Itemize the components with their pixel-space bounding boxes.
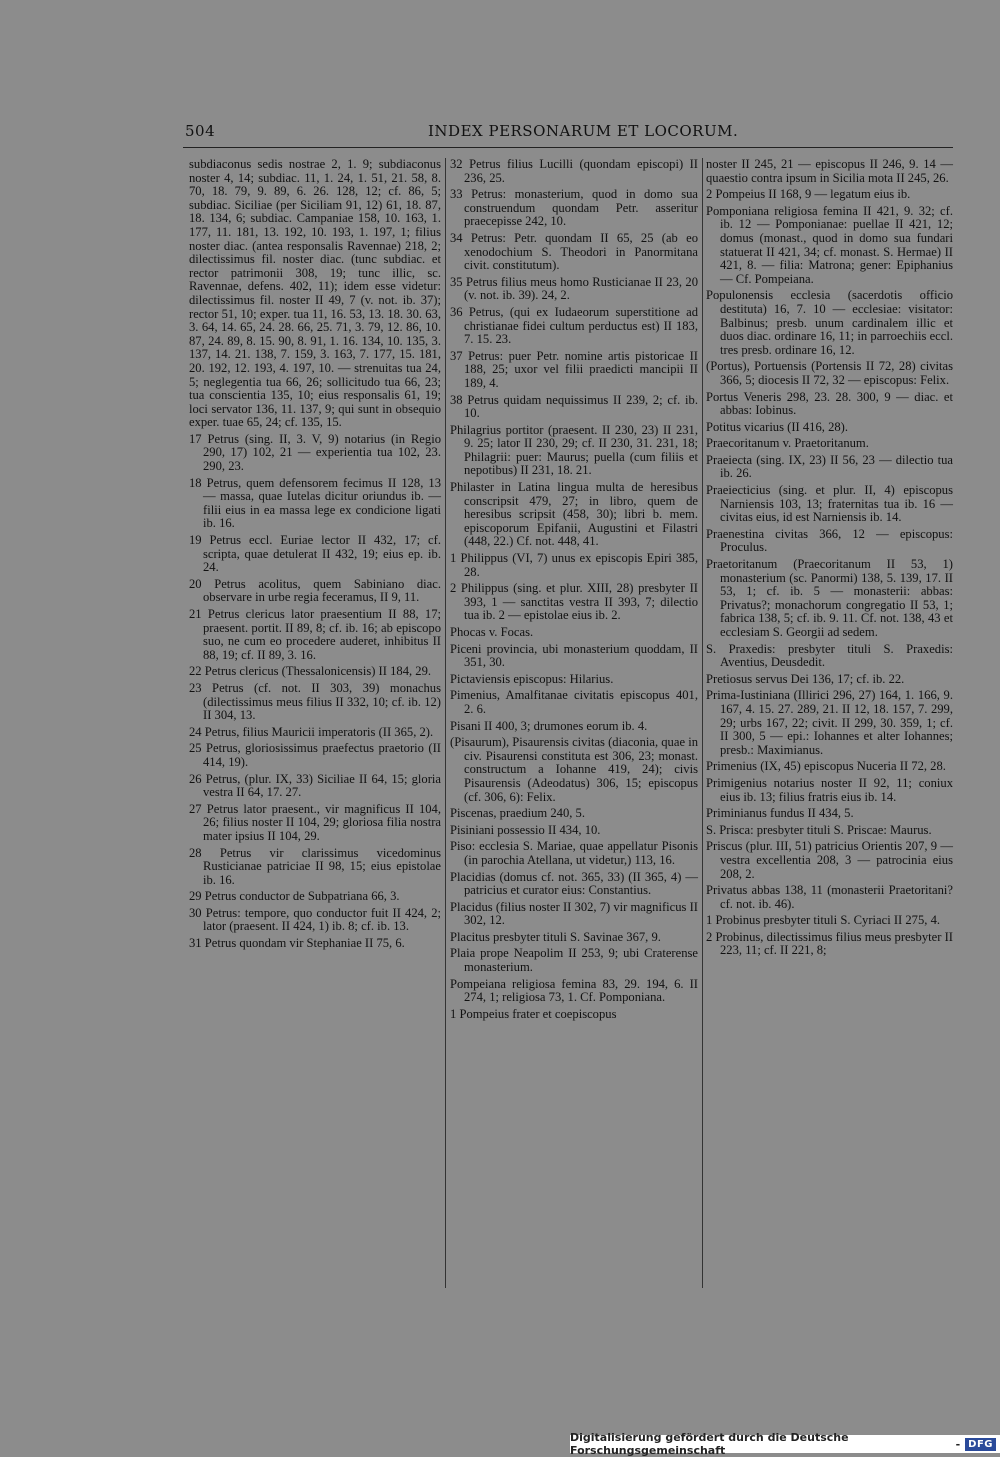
index-entry: 18 Petrus, quem defensorem fecimus II 128, 13 — massa, quae Iutelas dicitur oriundus ib. — filii eius in ea massa lege ex condicione ligati ib. 16. <box>189 475 441 531</box>
column-divider-1 <box>445 158 446 1288</box>
header-rule <box>183 147 953 148</box>
index-entry: 22 Petrus clericus (Thessalonicensis) II 184, 29. <box>189 664 432 679</box>
index-entry: Praenestina civitas 366, 12 — episcopus: Proculus. <box>706 526 953 555</box>
index-entry: Phocas v. Focas. <box>450 625 534 639</box>
index-entry: Portus Veneris 298, 23. 28. 300, 9 — diac. et abbas: Iobinus. <box>706 389 953 418</box>
index-entry: 2 Philippus (sing. et plur. XIII, 28) presbyter II 393, 1 — sanctitas vestra II 393, 7; dilectio tua ib. 2 — epistolae eius ib. 2. <box>450 581 698 623</box>
index-entry: Primenius (IX, 45) episcopus Nuceria II 72, 28. <box>706 759 946 774</box>
index-entry: Populonensis ecclesia (sacerdotis officio destituta) 16, 7. 10 — ecclesiae: visitator: Balbinus; presb. unum cardinalem illic et duos diac. ordinare 16, 11; in parroechiis eccl. tres presb. ordinare 16, 12. <box>706 288 953 357</box>
index-entry: S. Prisca: presbyter tituli S. Priscae: Maurus. <box>706 822 932 837</box>
page-number: 504 <box>185 122 216 140</box>
index-entry: 2 Pompeius II 168, 9 — legatum eius ib. <box>706 187 911 202</box>
index-entry: Piso: ecclesia S. Mariae, quae appellatur Pisonis (in parochia Atellana, ut videtur,) 113, 16. <box>450 839 698 867</box>
index-entry: 21 Petrus clericus lator praesentium II 88, 17; praesent. portit. II 89, 8; cf. ib. 16; ab episcopo suo, ne cum eo procedere auderet, inhibitus II 88, 19; cf. II 89, 3. 16. <box>189 607 441 662</box>
index-entry: 2 Probinus, dilectissimus filius meus presbyter II 223, 11; cf. II 221, 8; <box>706 929 953 958</box>
index-entry: 25 Petrus, gloriosissimus praefectus praetorio (II 414, 19). <box>189 741 441 769</box>
index-entry: Philagrius portitor (praesent. II 230, 23) II 231, 9. 25; lator II 230, 29; cf. II 230, 31. 231, 18; Philagrii: puer: Maurus; puella (cum filiis et nepotibus) II 231, 18. 21. <box>450 422 698 478</box>
index-entry: 33 Petrus: monasterium, quod in domo sua construendum quondam Petr. asseritur praecepisse 242, 10. <box>450 187 698 229</box>
index-entry: 20 Petrus acolitus, quem Sabiniano diac. observare in urbe regia feceramus, II 9, 11. <box>189 576 441 605</box>
index-entry: 1 Philippus (VI, 7) unus ex episcopis Epiri 385, 28. <box>450 551 698 579</box>
index-column-2 <box>450 158 698 1024</box>
index-entry: 37 Petrus: puer Petr. nomine artis pistoricae II 188, 25; uxor vel filii praedicti mancipii II 189, 4. <box>450 348 698 390</box>
index-entry: Potitus vicarius (II 416, 28). <box>706 419 849 434</box>
index-entry: Placidus (filius noster II 302, 7) vir magnificus II 302, 12. <box>450 899 698 928</box>
index-entry: Praecoritanum v. Praetoritanum. <box>706 436 869 451</box>
footer-text: Digitalisierung gefördert durch die Deutsche Forschungsgemeinschaft <box>570 1431 849 1457</box>
index-entry: 1 Probinus presbyter tituli S. Cyriaci II 275, 4. <box>706 913 941 928</box>
index-entry: Pompeiana religiosa femina 83, 29. 194, 6. II 274, 1; religiosa 73, 1. Cf. Pomponiana. <box>450 976 698 1005</box>
index-entry: Pomponiana religiosa femina II 421, 9. 32; cf. ib. 12 — Pomponianae: puellae II 421, 12; domus (monast., quod in domo sua fundari statuerat II 421, 34; cf. monast. S. Hermae) II 421, 8. — filia: Matrona; gener: Epiphanius — Cf. Pompeiana. <box>706 203 953 286</box>
index-entry: 29 Petrus conductor de Subpatriana 66, 3. <box>189 889 400 904</box>
index-entry: Pretiosus servus Dei 136, 17; cf. ib. 22. <box>706 671 905 686</box>
index-column-3 <box>706 158 953 961</box>
index-entry: 30 Petrus: tempore, quo conductor fuit II 424, 2; lator (praesent. II 424, 1) ib. 8; cf. ib. 13. <box>189 905 441 934</box>
index-entry: 38 Petrus quidam nequissimus II 239, 2; cf. ib. 10. <box>450 392 698 421</box>
index-entry: Pisiniani possessio II 434, 10. <box>450 822 601 837</box>
index-entry: subdiaconus sedis nostrae 2, 1. 9; subdiaconus noster 4, 14; subdiac. 11, 1. 24, 1. 51, 21. 58, 8. 70, 18. 79, 9. 89, 6. 26. 128, 12; cf. 86, 5; subdiac. Siciliae (per Siciliam 91, 12) 61, 18. 87, 18. 134, 6; subdiac. Campaniae 158, 10. 163, 1. 177, 11. 181, 13. 192, 10. 193, 1. 197, 1; filius noster diac. (antea responsalis Ravennae) 218, 2; dilectissimus fil. noster diac. (tunc subdiac. et rector patrimonii 308, 19; tunc illic, sc. Ravennae, defens. 402, 11); idem esse videtur: dilectissimus fil. noster II 49, 7 (v. not. ib. 37); rector 51, 10; exper. tua 11, 16. 53, 13. 18. 30. 63, 3. 64, 14. 65, 24. 28. 66, 25. 71, 3. 79, 12. 86, 10. 87, 24. 89, 8. 15. 90, 8. 91, 1. 16. 134, 10. 135, 3. 137, 14. 21. 138, 7. 159, 3. 163, 7. 177, 15. 181, 20. 192, 12. 193, 4. 197, 10. — strenuitas tua 24, 5; neglegentia tua 66, 26; sollicitudo tua 66, 23; tua conscientia 135, 10; eius responsalis 61, 19; loci servator 136, 11. 137, 9; qui sunt in obsequio exper. tuae 65, 24; cf. 135, 15. <box>189 157 441 430</box>
index-entry: Primigenius notarius noster II 92, 11; coniux eius ib. 13; filius fratris eius ib. 14. <box>706 775 953 804</box>
index-entry: 1 Pompeius frater et coepiscopus <box>450 1006 617 1021</box>
index-entry: 23 Petrus (cf. not. II 303, 39) monachus (dilectissimus meus filius II 332, 10; cf. ib. 12) II 304, 13. <box>189 680 441 723</box>
index-entry: 32 Petrus filius Lucilli (quondam episcopi) II 236, 25. <box>450 157 698 185</box>
index-entry: 27 Petrus lator praesent., vir magnificus II 104, 26; filius noster II 104, 29; gloriosa filia nostra mater ipsius II 104, 29. <box>189 801 441 843</box>
index-entry: Prima-Iustiniana (Illirici 296, 27) 164, 1. 166, 9. 167, 4. 15. 27. 289, 21. II 12, 18. 157, 7. 299, 29; urbs 167, 22; civit. II 299, 30. 359, 1; cf. II 300, 5 — epi.: Iohannes et alter Iohannes; presb.: Maximianus. <box>706 688 953 757</box>
index-entry: S. Praxedis: presbyter tituli S. Praxedis: Aventius, Deusdedit. <box>706 641 953 670</box>
index-entry: Piscenas, praedium 240, 5. <box>450 806 586 821</box>
index-entry: Priminianus fundus II 434, 5. <box>706 806 854 821</box>
index-entry: 31 Petrus quondam vir Stephaniae II 75, 6. <box>189 936 405 951</box>
index-entry: 28 Petrus vir clarissimus vicedominus Rusticianae patriciae II 98, 15; eius epistolae ib. 16. <box>189 845 441 887</box>
index-entry: Praeiecta (sing. IX, 23) II 56, 23 — dilectio tua ib. 26. <box>706 452 953 481</box>
index-entry: (Pisaurum), Pisaurensis civitas (diaconia, quae in civ. Pisaurensi constituta est 306, 23; monast. constructum a Iohanne 419, 24); civis Pisaurensis (Adeodatus) 306, 15; episcopus (cf. 306, 6): Felix. <box>450 735 698 804</box>
index-entry: Privatus abbas 138, 11 (monasterii Praetoritani? cf. not. ib. 46). <box>706 883 953 911</box>
index-entry: 26 Petrus, (plur. IX, 33) Siciliae II 64, 15; gloria vestra II 64, 17. 27. <box>189 771 441 800</box>
index-entry: Pictaviensis episcopus: Hilarius. <box>450 671 614 686</box>
index-entry: 19 Petrus eccl. Euriae lector II 432, 17; cf. scripta, quae detulerat II 432, 19; eius ep. ib. 24. <box>189 533 441 575</box>
index-entry: 17 Petrus (sing. II, 3. V, 9) notarius (in Regio 290, 17) 102, 21 — experientia tua 102, 23. 290, 23. <box>189 431 441 474</box>
running-title: INDEX PERSONARUM ET LOCORUM. <box>428 122 739 140</box>
dfg-logo-icon: DFG <box>965 1438 996 1451</box>
index-entry: Placitus presbyter tituli S. Savinae 367, 9. <box>450 929 661 944</box>
index-entry: Praetoritanum (Praecoritanum II 53, 1) monasterium (sc. Panormi) 138, 5. 139, 17. II 53, 1; cf. ib. 5 — monasterii: abbas: Privatus?; monachorum congregatio II 53, 1; fabrica 138, 5; cf. ib. 9. 11. Cf. not. 138, 43 et ecclesiam S. Georgii ad sedem. <box>706 557 953 639</box>
index-entry: Plaia prope Neapolim II 253, 9; ubi Craterense monasterium. <box>450 946 698 975</box>
column-divider-2 <box>702 158 703 1288</box>
digitization-footer <box>570 1431 1000 1457</box>
index-entry: Priscus (plur. III, 51) patricius Orientis 207, 9 — vestra excellentia 208, 3 — patrocinia eius 208, 2. <box>706 839 953 881</box>
index-entry: noster II 245, 21 — episcopus II 246, 9. 14 — quaestio contra ipsum in Sicilia mota II 245, 26. <box>706 157 953 185</box>
index-entry: Pimenius, Amalfitanae civitatis episcopus 401, 2. 6. <box>450 688 698 716</box>
footer-separator: - <box>955 1437 961 1451</box>
index-entry: 34 Petrus: Petr. quondam II 65, 25 (ab eo xenodochium S. Theodori in Panormitana civit. constitutum). <box>450 230 698 273</box>
index-entry: (Portus), Portuensis (Portensis II 72, 28) civitas 366, 5; diocesis II 72, 32 — episcopus: Felix. <box>706 359 953 387</box>
index-entry: 35 Petrus filius meus homo Rusticianae II 23, 20 (v. not. ib. 39). 24, 2. <box>450 274 698 303</box>
index-entry: Praeiecticius (sing. et plur. II, 4) episcopus Narniensis 103, 13; fraternitas tua ib. 16 — civitas eius, id est Narniensis ib. 14. <box>706 483 953 525</box>
index-entry: Piceni provincia, ubi monasterium quoddam, II 351, 30. <box>450 641 698 670</box>
index-entry: Philaster in Latina lingua multa de heresibus conscripsit 479, 27; in libro, quem de heresibus scripsit (458, 30); libri b. mem. episcoporum Epifanii, Augustini et Filastri (448, 22.) Cf. not. 448, 41. <box>450 480 698 549</box>
index-entry: Pisani II 400, 3; drumones eorum ib. 4. <box>450 718 648 733</box>
index-column-1 <box>189 158 441 954</box>
index-entry: 36 Petrus, (qui ex Iudaeorum superstitione ad christianae fidei cultum perductus est) II 183, 7. 15. 23. <box>450 304 698 347</box>
index-entry: Placidias (domus cf. not. 365, 33) (II 365, 4) — patricius et curator eius: Constantius. <box>450 869 698 898</box>
index-entry: 24 Petrus, filius Mauricii imperatoris (II 365, 2). <box>189 724 434 739</box>
